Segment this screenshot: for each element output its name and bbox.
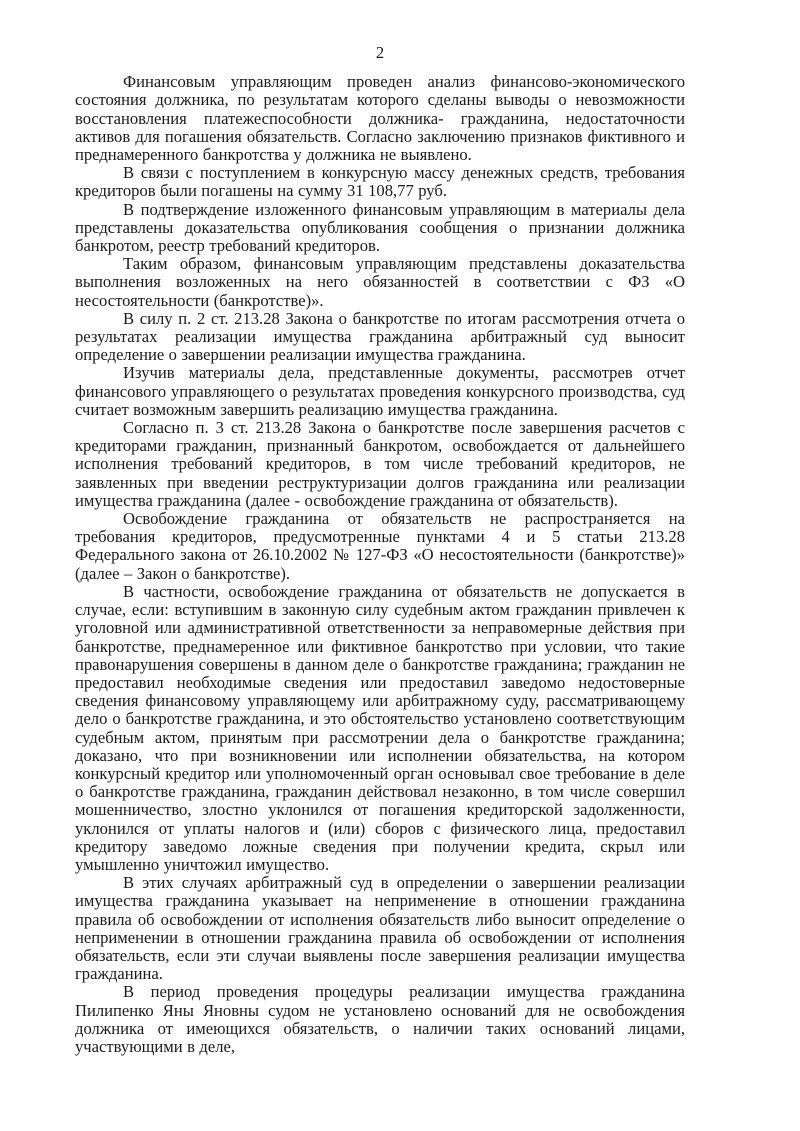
paragraph: Согласно п. 3 ст. 213.28 Закона о банкротстве после завершения расчетов с кредиторами гражданин, признанный банкротом, освобождается от дальнейшего исполнения требований кредиторов, в том числе требований кредиторов, не заявленных при введении реструктуризации долгов гражданина или реализации имущества гражданина (далее - освобождение гражданина от обязательств). [75,418,685,510]
paragraph: В этих случаях арбитражный суд в определении о завершении реализации имущества гражданина указывает на неприменение в отношении гражданина правила об освобождении от исполнения обязательств либо выносит определение о неприменении в отношении гражданина правила об освобождении от исполнения обязательств, если эти случаи выявлены после завершения реализации имущества гражданина. [75,873,685,984]
paragraph: Освобождение гражданина от обязательств не распространяется на требования кредиторов, предусмотренные пунктами 4 и 5 статьи 213.28 Федерального закона от 26.10.2002 № 127-ФЗ «О несостоятельности (банкротстве)» (далее – Закон о банкротстве). [75,509,685,583]
paragraph: В подтверждение изложенного финансовым управляющим в материалы дела представлены доказательства опубликования сообщения о признании должника банкротом, реестр требований кредиторов. [75,199,685,256]
paragraph: В силу п. 2 ст. 213.28 Закона о банкротстве по итогам рассмотрения отчета о результатах реализации имущества гражданина арбитражный суд выносит определение о завершении реализации имущества гражданина. [75,308,685,365]
page-content [0,44,800,1056]
ruling-text [75,73,685,1056]
paragraph: Изучив материалы дела, представленные документы, рассмотрев отчет финансового управляющего о результатах проведения конкурсного производства, суд считает возможным завершить реализацию имущества гражданина. [75,363,685,419]
page-number: 2 [375,43,385,62]
paragraph: Таким образом, финансовым управляющим представлены доказательства выполнения возложенных на него обязанностей в соответствии с ФЗ «О несостоятельности (банкротстве)». [75,254,685,310]
paragraph: В частности, освобождение гражданина от обязательств не допускается в случае, если: вступившим в законную силу судебным актом гражданин привлечен к уголовной или административной ответственности за неправомерные действия при банкротстве, преднамеренное или фиктивное банкротство при условии, что такие правонарушения совершены в данном деле о банкротстве гражданина; гражданин не предоставил необходимые сведения или предоставил заведомо недостоверные сведения финансовому управляющему или арбитражному суду, рассматривающему дело о банкротстве гражданина, и это обстоятельство установлено соответствующим судебным актом, принятым при рассмотрении дела о банкротстве гражданина; доказано, что при возникновении или исполнении обязательства, на котором конкурсный кредитор или уполномоченный орган основывал свое требование в деле о банкротстве гражданина, гражданин действовал незаконно, в том числе совершил мошенничество, злостно уклонился от погашения кредиторской задолженности, уклонился от уплаты налогов и (или) сборов с физического лица, предоставил кредитору заведомо ложные сведения при получении кредита, скрыл или умышленно уничтожил имущество. [75,581,685,874]
paragraph: В связи с поступлением в конкурсную массу денежных средств, требования кредиторов были погашены на сумму 31 108,77 руб. [75,163,685,201]
paragraph: В период проведения процедуры реализации имущества гражданина Пилипенко Яны Яновны судом не установлено оснований для не освобождения должника от имеющихся обязательств, о наличии таких оснований лицами, участвующими в деле, [75,982,685,1056]
paragraph: Финансовым управляющим проведен анализ финансово-экономического состояния должника, по результатам которого сделаны выводы о невозможности восстановления платежеспособности должника- гражданина, недостаточности активов для погашения обязательств. Согласно заключению признаков фиктивного и преднамеренного банкротства у должника не выявлено. [75,72,685,165]
